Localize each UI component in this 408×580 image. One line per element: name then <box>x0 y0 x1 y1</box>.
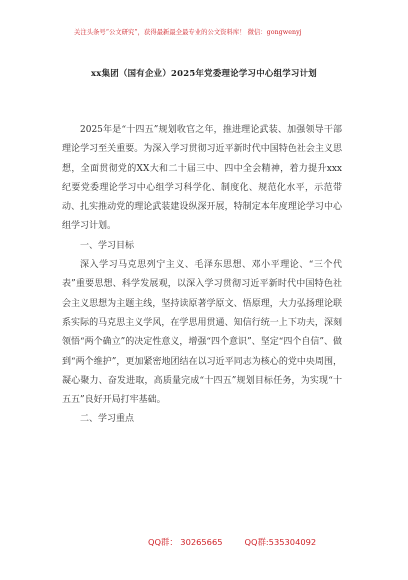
footer-qq-group-1: QQ群： 30265665 <box>148 537 223 547</box>
document-body <box>62 121 342 430</box>
intro-paragraph: 2025年是“十四五”规划收官之年，推进理论武装、加强领导干部理论学习至关重要。为深入学习贯彻习近平新时代中国特色社会主义思想，全面贯彻党的XX大和二十届三中、四中全会精神，着力提升xxx纪要党委理论学习中心组学习科学化、制度化、规范化水平，示范带动、扎实推动党的理论武装建设纵深开展，特制定本年度理论学习中心组学习计划。 <box>62 125 342 232</box>
section-heading-focus: 二、学习重点 <box>80 414 135 425</box>
section-heading-goals: 一、学习目标 <box>80 240 135 251</box>
document-title: xx集团（国有企业）2025年党委理论学习中心组学习计划 <box>91 68 317 78</box>
goals-paragraph: 深入学习马克思列宁主义、毛泽东思想、邓小平理论、“三个代表”重要思想、科学发展观，以深入学习贯彻习近平新时代中国特色社会主义思想为主题主线，坚持读原著学原文、悟原理，大力弘扬理论联系实际的马克思主义学风，在学思用贯通、知信行统一上下功夫，深刻领悟“两个确立”的决定性意义，增强“四个意识”、坚定“四个自信”、做到“两个维护”，更加紧密地团结在以习近平同志为核心的党中央周围，凝心聚力、奋发进取，高质量完成“十四五”规划目标任务，为实现“十五五”良好开局打牢基础。 <box>62 260 342 406</box>
footer <box>148 536 338 548</box>
footer-qq-group-2: QQ群:535304092 <box>244 537 317 547</box>
header-notice: 关注头条号“公文研究”，获得最新最全最专业的公文资料库！ 微信：gongwenyj <box>74 29 302 36</box>
